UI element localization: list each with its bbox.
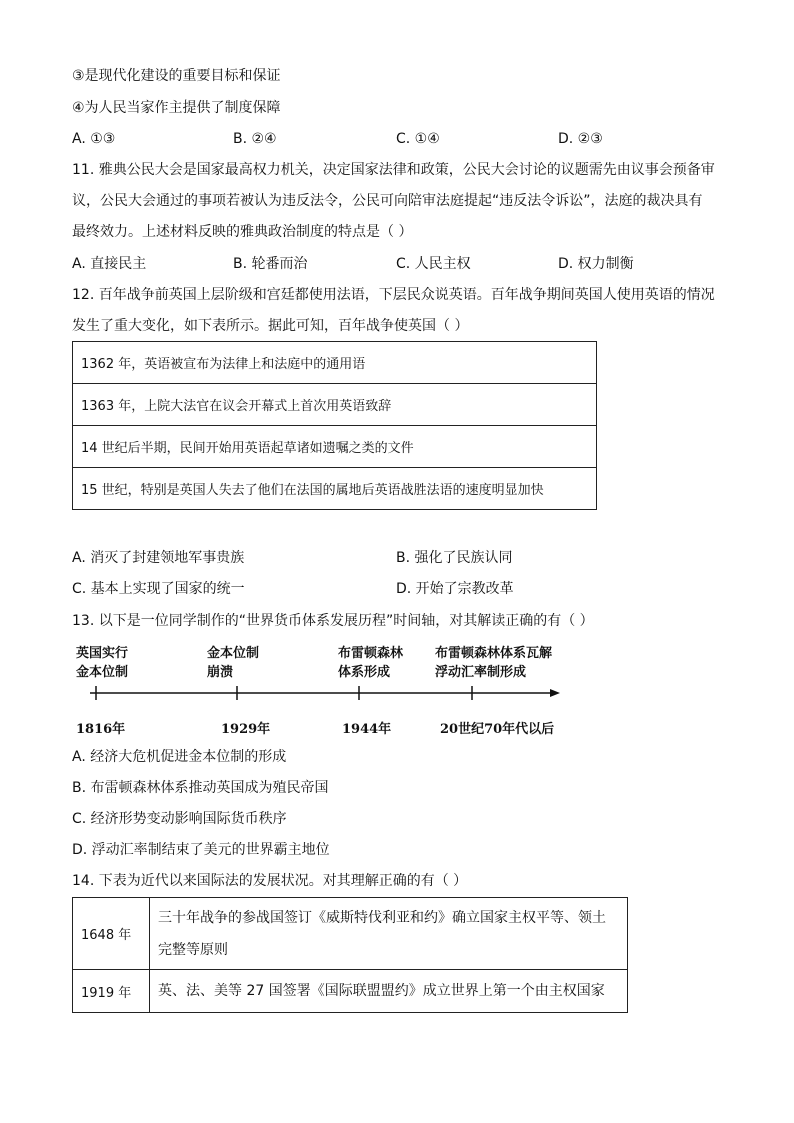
timeline-year-2: 1929年 — [221, 722, 271, 737]
q11-option-b: B. 轮番而治 — [233, 256, 308, 272]
q11-stem-line-3: 最终效力。上述材料反映的雅典政治制度的特点是（ ） — [72, 224, 413, 240]
q12-stem-line-2: 发生了重大变化，如下表所示。据此可知，百年战争使英国（ ） — [72, 318, 469, 334]
q13-option-b: B. 布雷顿森林体系推动英国成为殖民帝国 — [72, 780, 329, 796]
q12-stem-line-1: 12. 百年战争前英国上层阶级和宫廷都使用法语，下层民众说英语。百年战争期间英国人使用英语的情况 — [72, 287, 715, 303]
q11-option-a: A. 直接民主 — [72, 256, 147, 272]
table-cell: 14 世纪后半期，民间开始用英语起草诸如遗嘱之类的文件 — [73, 426, 597, 468]
q13-option-a: A. 经济大危机促进金本位制的形成 — [72, 749, 287, 765]
q12-option-c: C. 基本上实现了国家的统一 — [72, 581, 245, 597]
q12-option-b: B. 强化了民族认同 — [396, 550, 513, 566]
q10-option-d: D. ②③ — [558, 131, 603, 147]
table-cell: 15 世纪，特别是英国人失去了他们在法国的属地后英语战胜法语的速度明显加快 — [73, 468, 597, 510]
q12-option-a: A. 消灭了封建领地军事贵族 — [72, 550, 245, 566]
table-cell-line: 英、法、美等 27 国签署《国际联盟盟约》成立世界上第一个由主权国家 — [158, 983, 605, 999]
timeline-year-1: 1816年 — [76, 722, 126, 737]
q12-option-d: D. 开始了宗教改革 — [396, 581, 514, 597]
timeline-label-2-line-2: 崩溃 — [207, 665, 234, 680]
q11-stem-line-2: 议，公民大会通过的事项若被认为违反法令，公民可向陪审法庭提起“违反法令诉讼”，法庭的裁决具有 — [72, 193, 703, 209]
q11-stem-line-1: 11. 雅典公民大会是国家最高权力机关，决定国家法律和政策，公民大会讨论的议题需先由议事会预备审 — [72, 162, 715, 178]
q11-option-c: C. 人民主权 — [396, 256, 471, 272]
table-cell: 1362 年，英语被宣布为法律上和法庭中的通用语 — [73, 342, 597, 384]
q10-item-3: ③是现代化建设的重要目标和保证 — [72, 68, 281, 84]
table-cell-year: 1648 年 — [73, 898, 150, 970]
table-cell: 1363 年，上院大法官在议会开幕式上首次用英语致辞 — [73, 384, 597, 426]
q13-option-d: D. 浮动汇率制结束了美元的世界霸主地位 — [72, 842, 330, 858]
table-row — [73, 970, 628, 1013]
table-cell-line: 完整等原则 — [158, 941, 228, 958]
timeline-year-4: 20世纪70年代以后 — [440, 722, 555, 737]
table-cell-line: 三十年战争的参战国签订《威斯特伐利亚和约》确立国家主权平等、领土 — [158, 909, 606, 926]
timeline-arrow-icon — [550, 689, 560, 697]
table-row — [73, 898, 628, 970]
timeline-label-3-line-2: 体系形成 — [338, 665, 391, 680]
q10-option-c: C. ①④ — [396, 131, 440, 147]
timeline-label-1-line-1: 英国实行 — [76, 646, 129, 661]
table-cell-year: 1919 年 — [73, 970, 150, 1013]
table-cell-content — [150, 898, 628, 970]
timeline-label-4-line-1: 布雷顿森林体系瓦解 — [435, 646, 553, 661]
q11-option-d: D. 权力制衡 — [558, 256, 634, 272]
q14-stem: 14. 下表为近代以来国际法的发展状况。对其理解正确的有（ ） — [72, 873, 468, 889]
timeline-label-3-line-1: 布雷顿森林 — [338, 646, 404, 661]
q14-table — [72, 897, 628, 1013]
q10-option-a: A. ①③ — [72, 131, 116, 147]
timeline-label-2-line-1: 金本位制 — [207, 646, 260, 661]
q13-stem: 13. 以下是一位同学制作的“世界货币体系发展历程”时间轴，对其解读正确的有（ ） — [72, 613, 594, 629]
timeline-label-1-line-2: 金本位制 — [76, 665, 129, 680]
timeline-year-3: 1944年 — [342, 722, 392, 737]
timeline-label-4-line-2: 浮动汇率制形成 — [435, 665, 527, 680]
q10-item-4: ④为人民当家作主提供了制度保障 — [72, 100, 281, 116]
table-cell-content — [150, 970, 628, 1013]
q10-option-b: B. ②④ — [233, 131, 277, 147]
q13-option-c: C. 经济形势变动影响国际货币秩序 — [72, 811, 287, 827]
